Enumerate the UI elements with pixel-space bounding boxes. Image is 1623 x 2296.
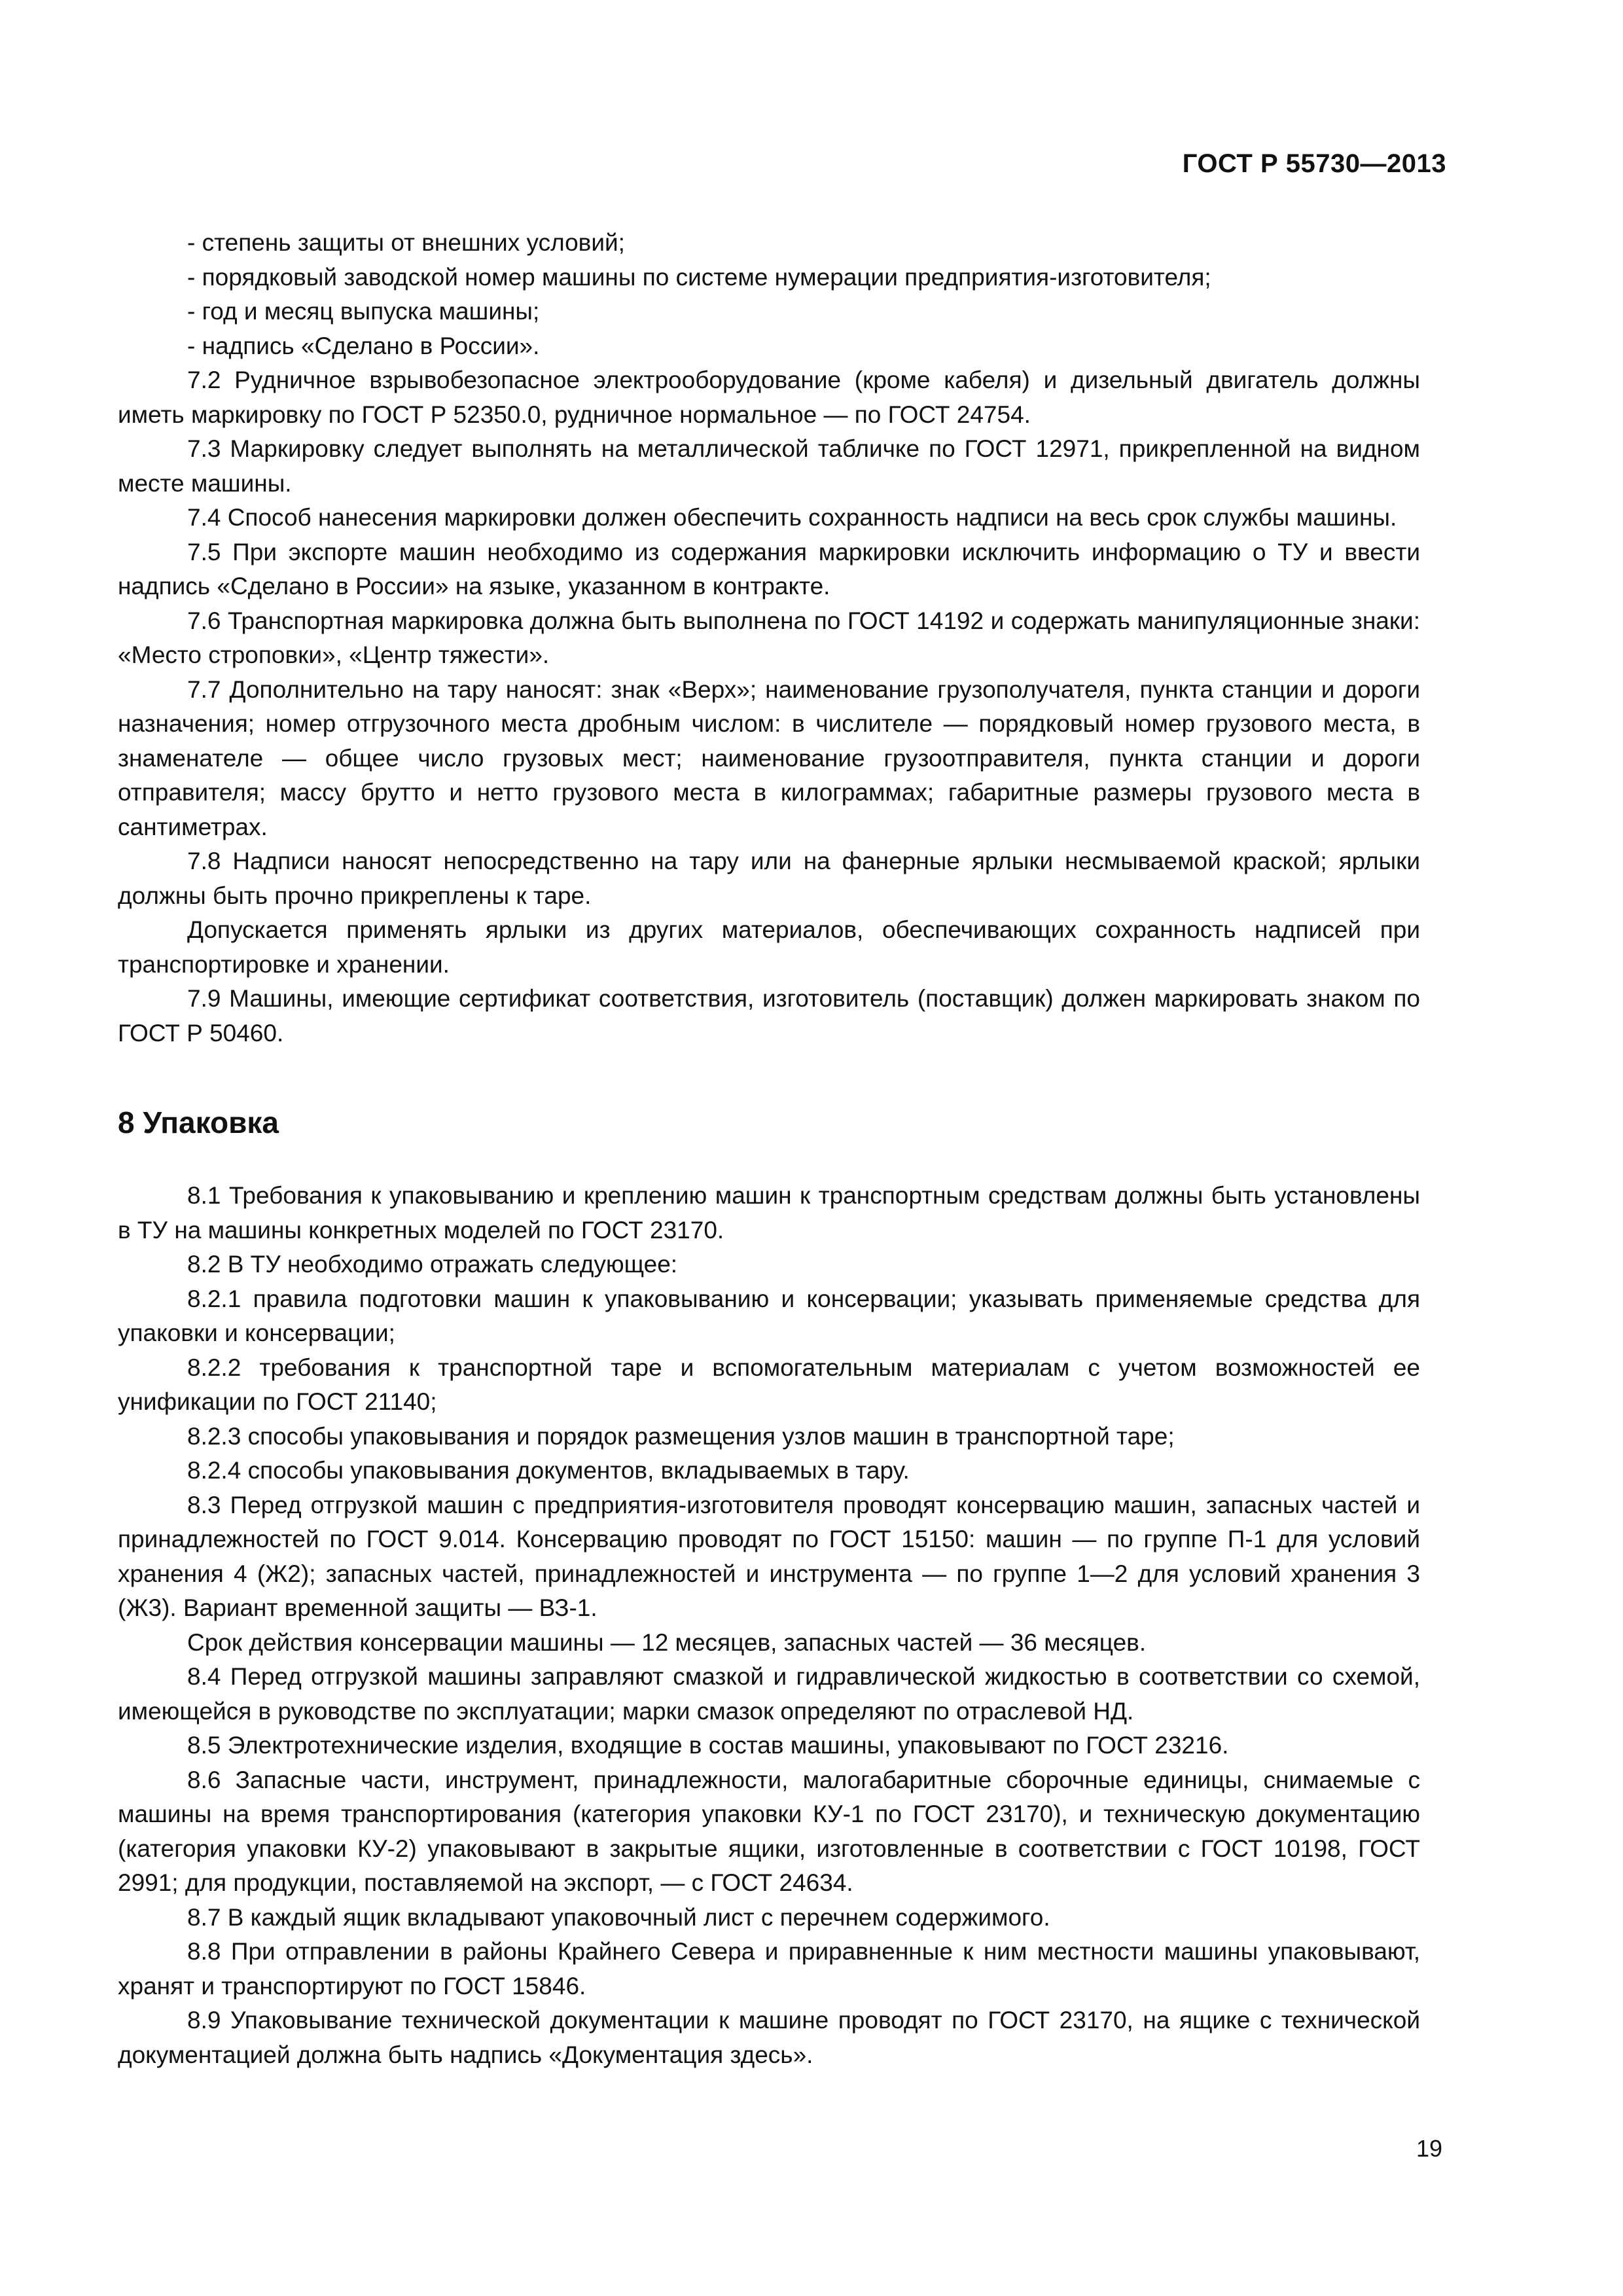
paragraph: 8.3 Перед отгрузкой машин с предприятия-изготовителя проводят консервацию машин, запасных частей и принадлежностей по ГОСТ 9.014. Консервацию проводят по ГОСТ 15150: машин — по группе П-1 для условий хранения 4 (Ж2); запасных частей, принадлежностей и инструмента — по группе 1—2 для условий хранения 3 (Ж3). Вариант временной защиты — ВЗ-1.: [118, 1491, 1420, 1621]
paragraph: 7.2 Рудничное взрывобезопасное электрооборудование (кроме кабеля) и дизельный двигатель должны иметь маркировку по ГОСТ Р 52350.0, рудничное нормальное — по ГОСТ 24754.: [118, 367, 1420, 428]
paragraph: 8.2.4 способы упаковывания документов, вкладываемых в тару.: [187, 1457, 910, 1484]
paragraph: 8.7 В каждый ящик вкладывают упаковочный лист с перечнем содержимого.: [187, 1903, 1050, 1931]
paragraph: 8.6 Запасные части, инструмент, принадлежности, малогабаритные сборочные единицы, снимаемые с машины на время транспортирования (категория упаковки КУ-1 по ГОСТ 23170), и техническую документацию (категория упаковки КУ-2) упаковывают в закрытые ящики, изготовленные в соответствии с ГОСТ 10198, ГОСТ 2991; для продукции, поставляемой на экспорт, — с ГОСТ 24634.: [118, 1766, 1420, 1896]
paragraph: 8.2 В ТУ необходимо отражать следующее:: [187, 1251, 678, 1278]
paragraph: 8.1 Требования к упаковыванию и креплению машин к транспортным средствам должны быть установлены в ТУ на машины конкретных моделей по ГОСТ 23170.: [118, 1182, 1420, 1244]
paragraph: 7.3 Маркировку следует выполнять на металлической табличке по ГОСТ 12971, прикрепленной на видном месте машины.: [118, 435, 1420, 497]
paragraph: 7.5 При экспорте машин необходимо из содержания маркировки исключить информацию о ТУ и ввести надпись «Сделано в России» на языке, указанном в контракте.: [118, 538, 1420, 600]
paragraph: 8.9 Упаковывание технической документации к машине проводят по ГОСТ 23170, на ящике с технической документацией должна быть надпись «Документация здесь».: [118, 2007, 1420, 2068]
paragraph: 7.9 Машины, имеющие сертификат соответствия, изготовитель (поставщик) должен маркировать знаком по ГОСТ Р 50460.: [118, 985, 1420, 1047]
paragraph: 7.7 Дополнительно на тару наносят: знак «Верх»; наименование грузополучателя, пункта станции и дороги назначения; номер отгрузочного места дробным числом: в числителе — порядковый номер грузового места, в знаменателе — общее число грузовых мест; наименование грузоотправителя, пункта станции и дороги отправителя; массу брутто и нетто грузового места в килограммах; габаритные размеры грузового места в сантиметрах.: [118, 675, 1420, 840]
paragraph: 8.4 Перед отгрузкой машины заправляют смазкой и гидравлической жидкостью в соответствии со схемой, имеющейся в руководстве по эксплуатации; марки смазок определяют по отраслевой НД.: [118, 1663, 1420, 1725]
paragraph: Допускается применять ярлыки из других материалов, обеспечивающих сохранность надписей при транспортировке и хранении.: [118, 916, 1420, 978]
paragraph: 7.6 Транспортная маркировка должна быть выполнена по ГОСТ 14192 и содержать манипуляционные знаки: «Место строповки», «Центр тяжести».: [118, 607, 1420, 668]
paragraph: 8.2.2 требования к транспортной таре и вспомогательным материалам с учетом возможностей ее унификации по ГОСТ 21140;: [118, 1354, 1420, 1415]
paragraph: - надпись «Сделано в России».: [187, 332, 540, 359]
paragraph: 8.2.1 правила подготовки машин к упаковыванию и консервации; указывать применяемые средства для упаковки и консервации;: [118, 1285, 1420, 1346]
paragraph: - степень защиты от внешних условий;: [187, 229, 625, 256]
paragraph: - порядковый заводской номер машины по системе нумерации предприятия-изготовителя;: [187, 263, 1211, 291]
paragraph: 7.8 Надписи наносят непосредственно на тару или на фанерные ярлыки несмываемой краской; ярлыки должны быть прочно прикреплены к таре.: [118, 848, 1420, 909]
section-title: 8 Упаковка: [118, 1105, 279, 1139]
paragraph: Срок действия консервации машины — 12 месяцев, запасных частей — 36 месяцев.: [187, 1628, 1147, 1656]
document-code-header: ГОСТ Р 55730—2013: [1182, 149, 1446, 178]
paragraph: 8.2.3 способы упаковывания и порядок размещения узлов машин в транспортной таре;: [187, 1422, 1175, 1450]
paragraph: 8.8 При отправлении в районы Крайнего Севера и приравненные к ним местности машины упаковывают, хранят и транспортируют по ГОСТ 15846.: [118, 1938, 1420, 2000]
page-content: [118, 226, 1420, 2072]
page-number: 19: [1416, 2135, 1442, 2162]
paragraph: 8.5 Электротехнические изделия, входящие в состав машины, упаковывают по ГОСТ 23216.: [187, 1732, 1229, 1759]
paragraph: 7.4 Способ нанесения маркировки должен обеспечить сохранность надписи на весь срок службы машины.: [187, 504, 1397, 531]
paragraph: - год и месяц выпуска машины;: [187, 298, 540, 325]
